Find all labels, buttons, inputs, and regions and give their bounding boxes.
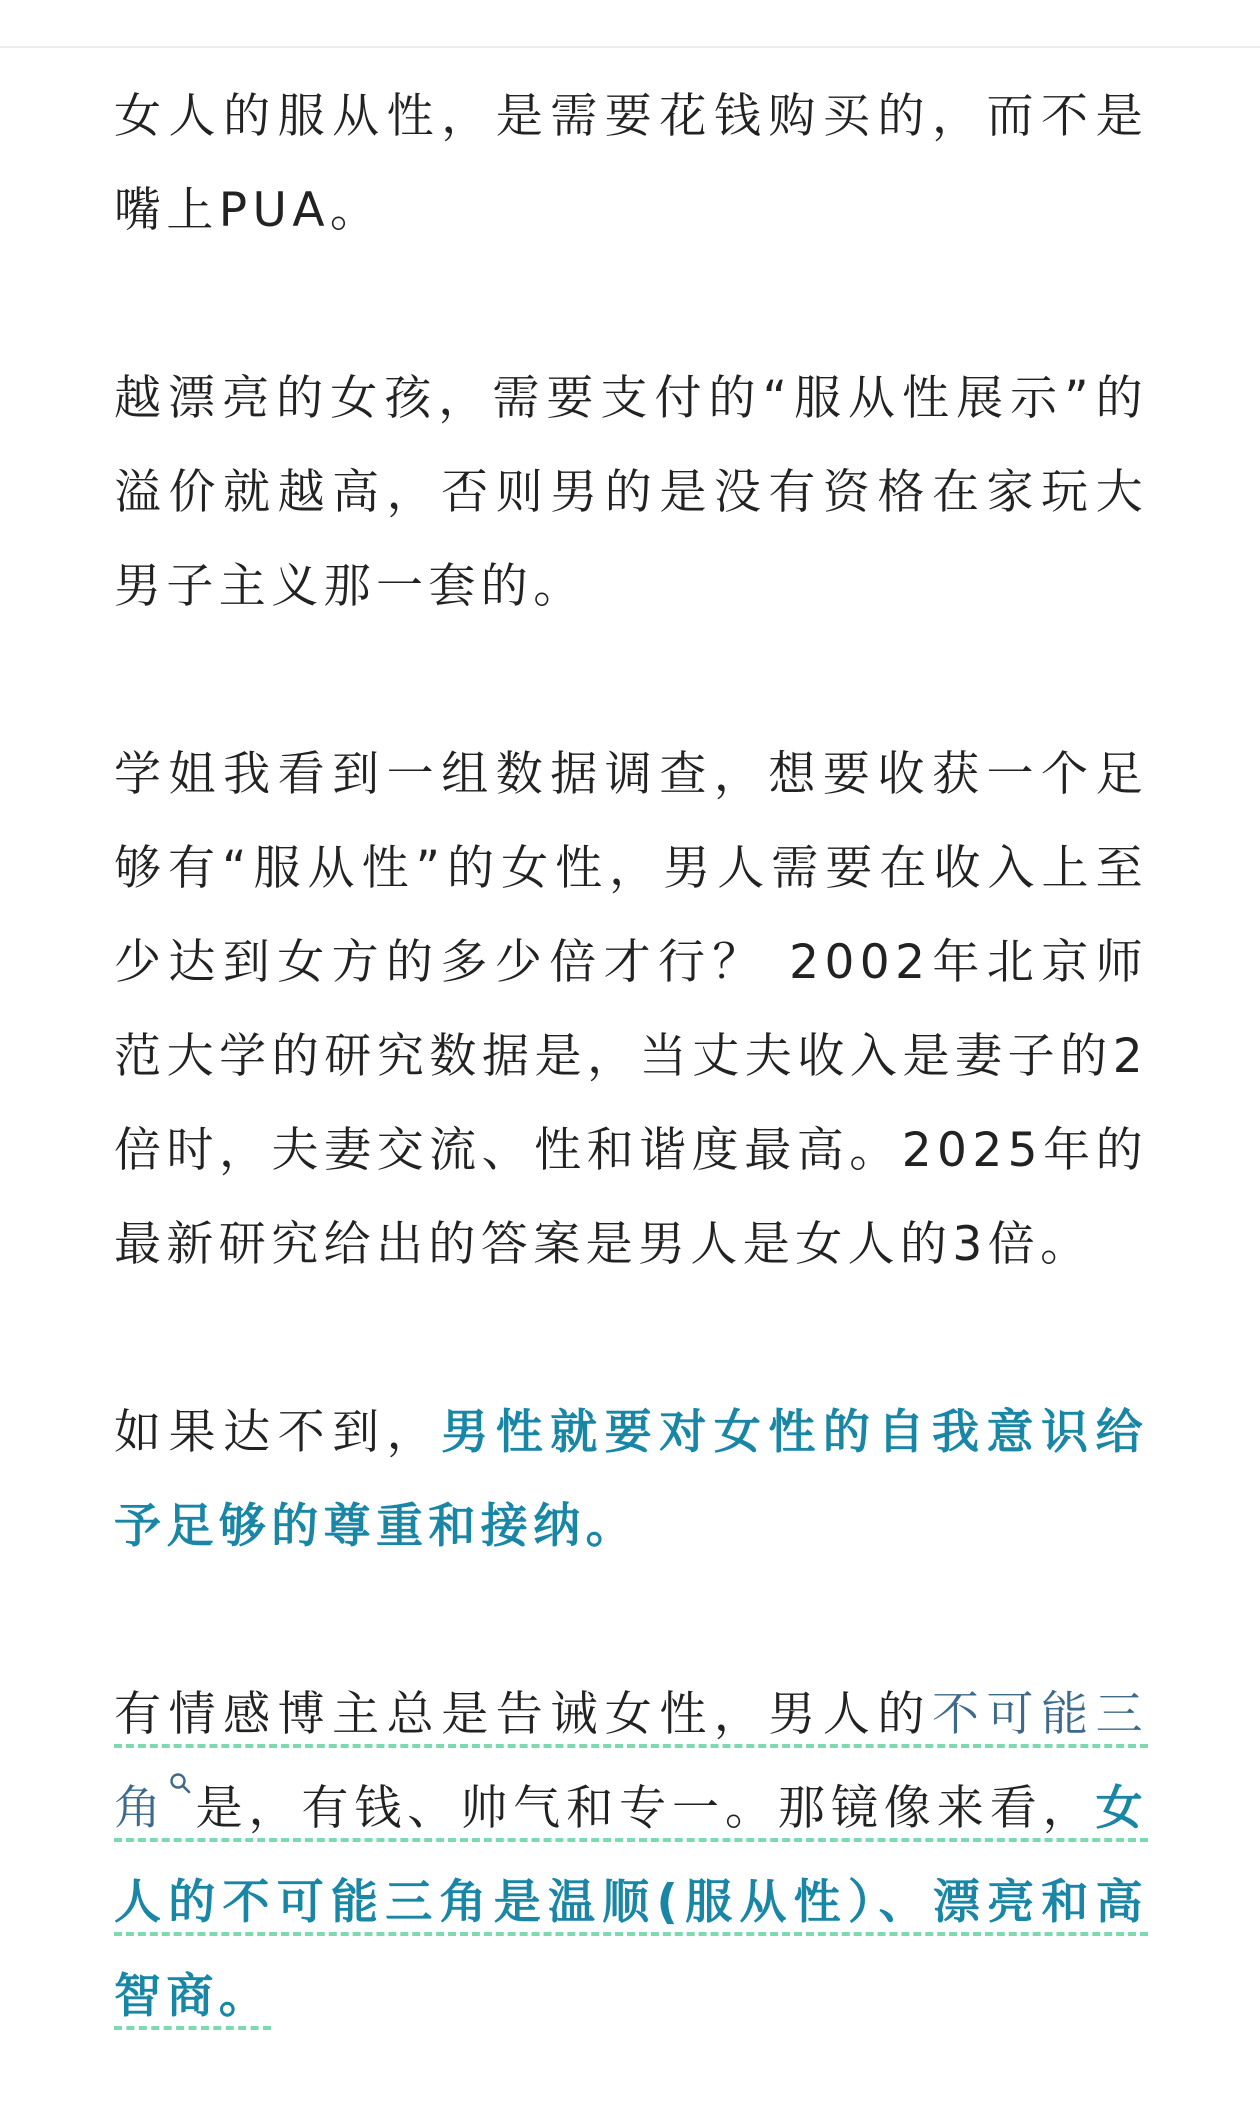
top-divider	[0, 46, 1260, 48]
search-icon	[169, 1772, 191, 1794]
paragraph-5-lead: 有情感博主总是告诫女性，男人的	[114, 1687, 932, 1742]
paragraph-3: 学姐我看到一组数据调查，想要收获一个足够有“服从性”的女性，男人需要在收入上至少达到女方的多少倍才行？ 2002年北京师范大学的研究数据是，当丈夫收入是妻子的2倍时，夫妻交流、性和谐度最高。2025年的最新研究给出的答案是男人是女人的3倍。	[114, 747, 1148, 1272]
paragraph-4-highlight: 男性就要对女性的自我意识给予足够的尊重和接纳。	[114, 1405, 1148, 1554]
article-body	[114, 70, 1148, 2044]
paragraph-5-highlight: 女人的不可能三角是温顺(服从性）、漂亮和高智商。	[114, 1781, 1148, 2024]
search-link-label: 不可能三角	[114, 1687, 1148, 1836]
paragraph-2: 越漂亮的女孩，需要支付的“服从性展示”的溢价就越高，否则男的是没有资格在家玩大男子主义那一套的。	[114, 371, 1148, 614]
paragraph-5-underlined	[114, 1687, 1148, 2030]
paragraph-5	[114, 1668, 1148, 2044]
paragraph-4-lead: 如果达不到，	[114, 1405, 442, 1460]
paragraph-1: 女人的服从性，是需要花钱购买的，而不是嘴上PUA。	[114, 89, 1148, 238]
paragraph-4	[114, 1386, 1148, 1574]
paragraph-5-middle: 是，有钱、帅气和专一。那镜像来看，	[194, 1781, 1096, 1836]
